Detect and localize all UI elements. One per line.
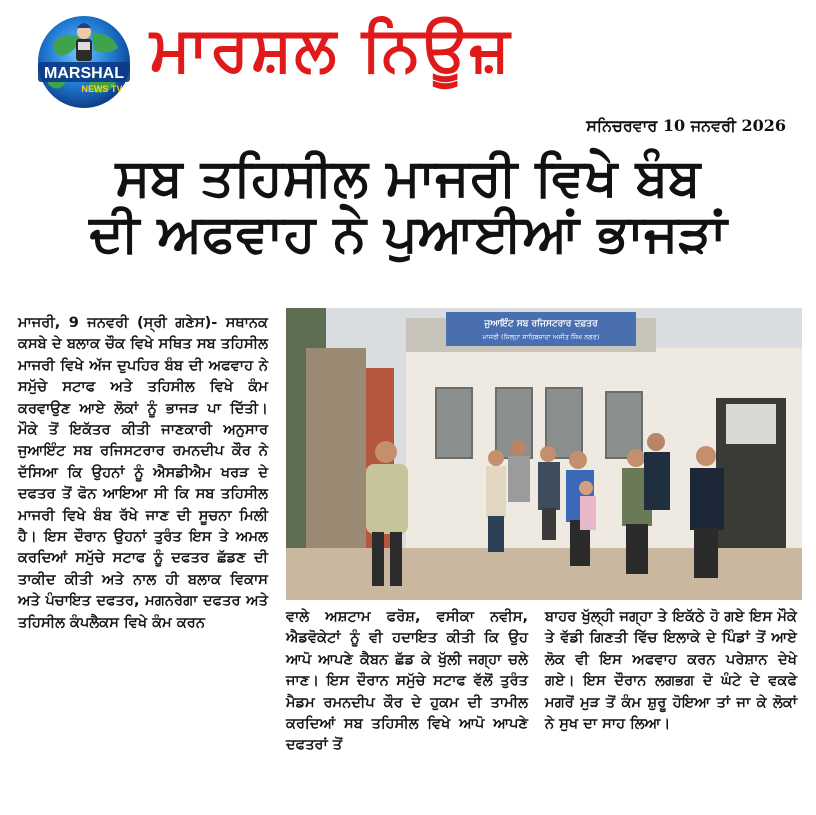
headline-line-1: ਸਬ ਤਹਿਸੀਲ ਮਾਜਰੀ ਵਿਖੇ ਬੰਬ (115, 148, 701, 208)
article-column-3 (545, 606, 797, 734)
article-body-part-2: ਵਾਲੇ ਅਸ਼ਟਾਮ ਫਰੋਸ਼, ਵਸੀਕਾ ਨਵੀਸ, ਐਡਵੋਕੇਟਾਂ ਨੂੰ ਵੀ ਹਦਾਇਤ ਕੀਤੀ ਕਿ ਉਹ ਆਪੋ ਆਪਣੇ ਕੈਬਨ ਛੱਡ ਕੇ ਖੁੱਲੀ ਜਗ੍ਹਾ ਚਲੇ ਜਾਣ। ਇਸ ਦੌਰਾਨ ਸਮੁੱਚੇ ਸਟਾਫ ਵੱਲੋਂ ਤੁਰੰਤ ਮੈਡਮ ਰਮਨਦੀਪ ਕੌਰ ਦੇ ਹੁਕਮ ਦੀ ਤਾਮੀਲ ਕਰਦਿਆਂ ਸਬ ਤਹਿਸੀਲ ਵਿਖੇ ਆਪੋ ਆਪਣੇ ਦਫਤਰਾਂ ਤੋਂ (286, 608, 528, 754)
masthead-title: ਮਾਰਸ਼ਲ ਨਿਊਜ਼ (150, 12, 512, 85)
article-column-2 (286, 606, 528, 756)
news-photo (286, 308, 802, 600)
article-dateline: ਮਾਜਰੀ, 9 ਜਨਵਰੀ (ਸ੍ਰੀ ਗਣੇਸ)- (18, 314, 218, 331)
headline-line-2: ਦੀ ਅਫਵਾਹ ਨੇ ਪੁਆਈਆਂ ਭਾਜੜਾਂ (89, 204, 727, 265)
office-board-text: ਜੁਆਇੰਟ ਸਬ ਰਜਿਸਟਰਾਰ ਦਫ਼ਤਰ (484, 319, 598, 329)
logo-main-text: MARSHAL (44, 65, 124, 82)
article-body-part-3: ਬਾਹਰ ਖੁੱਲ੍ਹੀ ਜਗ੍ਹਾ ਤੇ ਇਕੱਠੇ ਹੋ ਗਏ ਇਸ ਮੌਕੇ ਤੇ ਵੱਡੀ ਗਿਣਤੀ ਵਿੱਚ ਇਲਾਕੇ ਦੇ ਪਿੰਡਾਂ ਤੋਂ ਆਏ ਲੋਕ ਵੀ ਇਸ ਅਫਵਾਹ ਕਰਨ ਪਰੇਸ਼ਾਨ ਦੇਖੇ ਗਏ। ਇਸ ਦੌਰਾਨ ਲਗਭਗ ਦੋ ਘੰਟੇ ਦੇ ਵਕਫੇ ਮਗਰੋਂ ਮੁੜ ਤੋਂ ਕੰਮ ਸ਼ੁਰੂ ਹੋਇਆ ਤਾਂ ਜਾ ਕੇ ਲੋਕਾਂ ਨੇ ਸੁਖ ਦਾ ਸਾਹ ਲਿਆ। (545, 608, 797, 733)
marshal-news-logo (32, 12, 136, 112)
article-body-part-1: ਸਥਾਨਕ ਕਸਬੇ ਦੇ ਬਲਾਕ ਚੌਕ ਵਿਖੇ ਸਥਿਤ ਸਬ ਤਹਿਸੀਲ ਮਾਜਰੀ ਵਿਖੇ ਅੱਜ ਦੁਪਹਿਰ ਬੰਬ ਦੀ ਅਫਵਾਹ ਨੇ ਸਮੁੱਚੇ ਸਟਾਫ ਅਤੇ ਤਹਿਸੀਲ ਵਿਖੇ ਕੰਮ ਕਰਵਾਉਣ ਆਏ ਲੋਕਾਂ ਨੂੰ ਭਾਜੜ ਪਾ ਦਿੱਤੀ। ਮੌਕੇ ਤੋਂ ਇਕੱਤਰ ਕੀਤੀ ਜਾਣਕਾਰੀ ਅਨੁਸਾਰ ਜੁਆਇੰਟ ਸਬ ਰਜਿਸਟਰਾਰ ਰਮਨਦੀਪ ਕੌਰ ਨੇ ਦੱਸਿਆ ਕਿ ਉਹਨਾਂ ਨੂੰ ਐਸਡੀਐਮ ਖਰੜ ਦੇ ਦਫਤਰ ਤੋਂ ਫੋਨ ਆਇਆ ਸੀ ਕਿ ਸਬ ਤਹਿਸੀਲ ਮਾਜਰੀ ਵਿਖੇ ਬੰਬ ਰੱਖੇ ਜਾਣ ਦੀ ਸੂਚਨਾ ਮਿਲੀ ਹੈ। ਇਸ ਦੌਰਾਨ ਉਹਨਾਂ ਤੁਰੰਤ ਇਸ ਤੇ ਅਮਲ ਕਰਦਿਆਂ ਸਮੁੱਚੇ ਸਟਾਫ ਨੂੰ ਦਫਤਰ ਛੱਡਣ ਦੀ ਤਾਕੀਦ ਕੀਤੀ ਅਤੇ ਨਾਲ ਹੀ ਬਲਾਕ ਵਿਕਾਸ ਅਤੇ ਪੰਚਾਇਤ ਦਫਤਰ, ਮਗਨਰੇਗਾ ਦਫਤਰ ਅਤੇ ਤਹਿਸੀਲ ਕੰਪਲੈਕਸ ਵਿਖੇ ਕੰਮ ਕਰਨ (18, 314, 268, 631)
issue-date: ਸਨਿਚਰਵਾਰ 10 ਜਨਵਰੀ 2026 (586, 116, 786, 135)
headline (14, 148, 802, 265)
logo-sub-text: NEWS TV (81, 84, 123, 94)
article-column-1 (18, 312, 268, 633)
office-board-subtext: ਮਾਜਰੀ (ਜ਼ਿਲ੍ਹਾ ਸਾਹਿਬਜ਼ਾਦਾ ਅਜੀਤ ਸਿੰਘ ਨਗਰ) (482, 333, 600, 341)
